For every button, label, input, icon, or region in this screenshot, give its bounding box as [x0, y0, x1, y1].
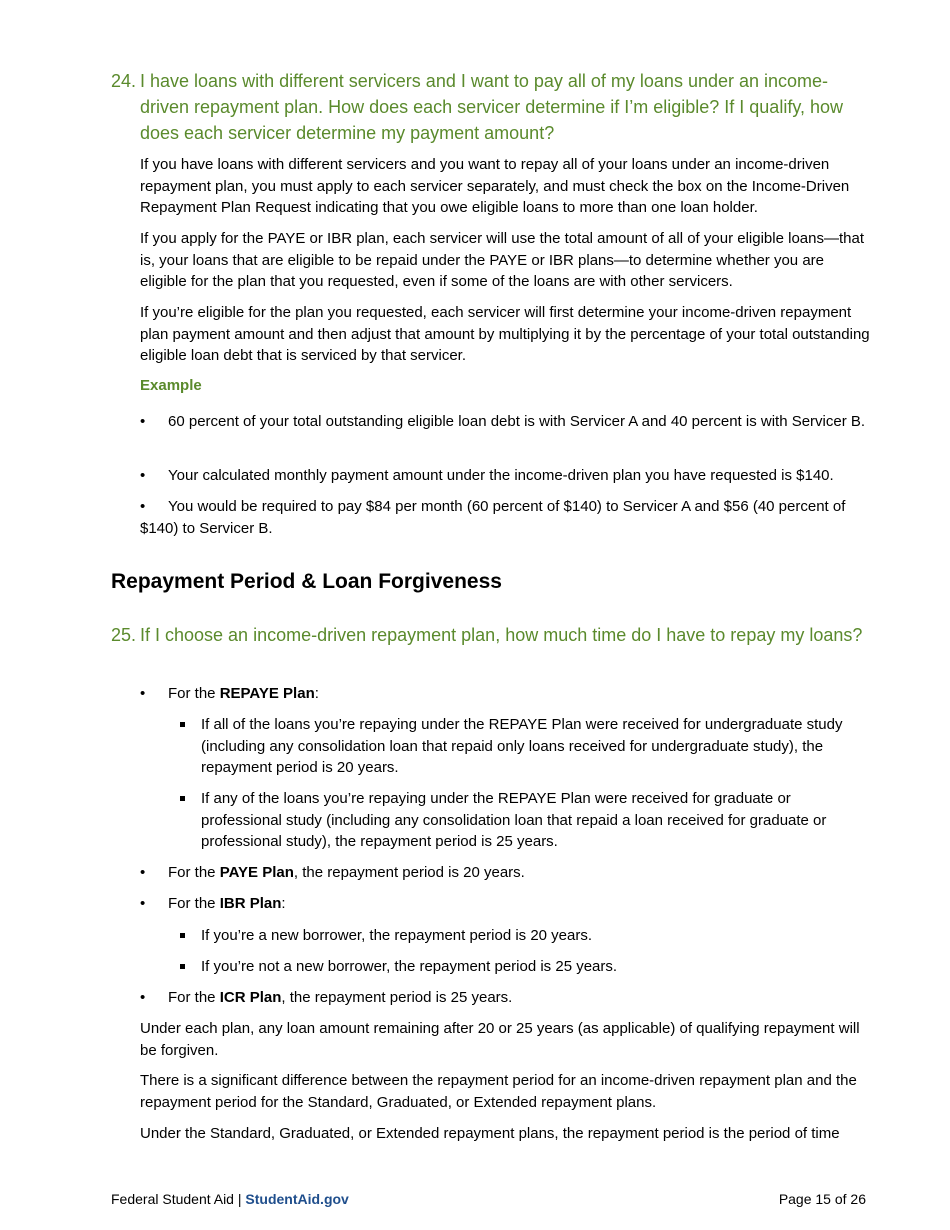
footer-left — [111, 1190, 349, 1208]
plan-item-icr — [140, 987, 870, 1009]
example-item — [140, 411, 870, 433]
example-label: Example — [140, 377, 202, 394]
bullet-icon: • — [140, 989, 146, 1006]
plan-suffix: , the repayment period is 25 years. — [281, 989, 513, 1006]
plan-name: IBR Plan — [219, 895, 282, 912]
plan-prefix: For the — [168, 895, 220, 912]
question-number: 25. — [111, 625, 137, 645]
example-item-text: 60 percent of your total outstanding eligible loan debt is with Servicer A and 40 percent is with Servicer B. — [168, 413, 866, 430]
square-bullet-icon — [180, 933, 185, 938]
square-bullet-icon — [180, 964, 185, 969]
page-number: Page 15 of 26 — [778, 1191, 866, 1207]
q25-paragraph-3: Under the Standard, Graduated, or Extended repayment plans, the repayment period is the period of time — [140, 1125, 840, 1142]
bullet-icon: • — [140, 413, 146, 430]
q24-paragraph-3: If you’re eligible for the plan you requested, each servicer will first determine your income-driven repayment plan payment amount and then adjust that amount by multiplying it by the percentage of your total outstanding eligible loan debt that is serviced by that servicer. — [140, 304, 870, 364]
plan-prefix: For the — [168, 989, 220, 1006]
bullet-icon: • — [140, 895, 146, 912]
bullet-icon: • — [140, 467, 146, 484]
plan-prefix: For the — [168, 685, 220, 702]
question-number: 24. — [111, 71, 137, 91]
square-bullet-icon — [180, 722, 185, 727]
plan-item-ibr — [140, 893, 870, 915]
plan-name: REPAYE Plan — [219, 685, 315, 702]
bullet-icon: • — [140, 864, 146, 881]
plan-prefix: For the — [168, 864, 220, 881]
bullet-icon: • — [140, 685, 146, 702]
q25-paragraph-1: Under each plan, any loan amount remaining after 20 or 25 years (as applicable) of qualifying repayment will be forgiven. — [140, 1020, 860, 1059]
plan-item-paye — [140, 862, 870, 884]
plan-item-repaye — [140, 683, 870, 705]
example-item — [140, 465, 870, 487]
bullet-icon: • — [140, 498, 146, 515]
sub-list-text: If all of the loans you’re repaying under the REPAYE Plan were received for undergraduate study (including any consolidation loan that repaid only loans received for undergraduate study), the repayment period is 20 years. — [201, 716, 843, 776]
plan-suffix: : — [314, 685, 319, 702]
plan-suffix: , the repayment period is 20 years. — [293, 864, 525, 881]
section-title: Repayment Period & Loan Forgiveness — [111, 570, 502, 593]
sub-list-item — [178, 956, 870, 978]
plan-name: ICR Plan — [219, 989, 282, 1006]
example-item-text: You would be required to pay $84 per month (60 percent of $140) to Servicer A and $56 (40 percent of $140) to Servicer B. — [140, 498, 846, 537]
sub-list-item — [178, 925, 870, 947]
sub-list-item — [178, 788, 870, 853]
question-text: If I choose an income-driven repayment plan, how much time do I have to repay my loans? — [140, 625, 863, 645]
square-bullet-icon — [180, 796, 185, 801]
studentaid-link[interactable]: StudentAid.gov — [245, 1191, 349, 1207]
footer-org: Federal Student Aid — [111, 1191, 234, 1207]
question-24-heading — [111, 68, 871, 146]
sub-list-text: If you’re a new borrower, the repayment period is 20 years. — [201, 927, 593, 944]
plan-name: PAYE Plan — [219, 864, 294, 881]
sub-list-text: If any of the loans you’re repaying under the REPAYE Plan were received for graduate or professional study (including any consolidation loan that repaid a loan received for graduate or professional study), the repayment period is 25 years. — [201, 790, 827, 850]
example-item-text: Your calculated monthly payment amount under the income-driven plan you have requested is $140. — [168, 467, 834, 484]
q25-paragraph-2: There is a significant difference between the repayment period for an income-driven repayment plan and the repayment period for the Standard, Graduated, or Extended repayment plans. — [140, 1072, 857, 1111]
question-text: I have loans with different servicers and I want to pay all of my loans under an income-driven repayment plan. How does each servicer determine if I’m eligible? If I qualify, how does each servicer determine my payment amount? — [140, 71, 844, 143]
q24-paragraph-1: If you have loans with different servicers and you want to repay all of your loans under an income-driven repayment plan, you must apply to each servicer separately, and must check the box on the Income-Driven Repayment Plan Request indicating that you owe eligible loans to more than one loan holder. — [140, 156, 850, 216]
q24-paragraph-2: If you apply for the PAYE or IBR plan, each servicer will use the total amount of all of your eligible loans—that is, your loans that are eligible to be repaid under the PAYE or IBR plans—to determine whether you are eligible for the plan that you requested, even if some of the loans are with other servicers. — [140, 230, 864, 290]
footer-separator: | — [233, 1191, 246, 1207]
sub-list-text: If you’re not a new borrower, the repayment period is 25 years. — [201, 958, 618, 975]
example-item — [140, 496, 870, 539]
question-25-heading — [111, 622, 871, 648]
sub-list-item — [178, 714, 870, 779]
plan-suffix: : — [281, 895, 286, 912]
